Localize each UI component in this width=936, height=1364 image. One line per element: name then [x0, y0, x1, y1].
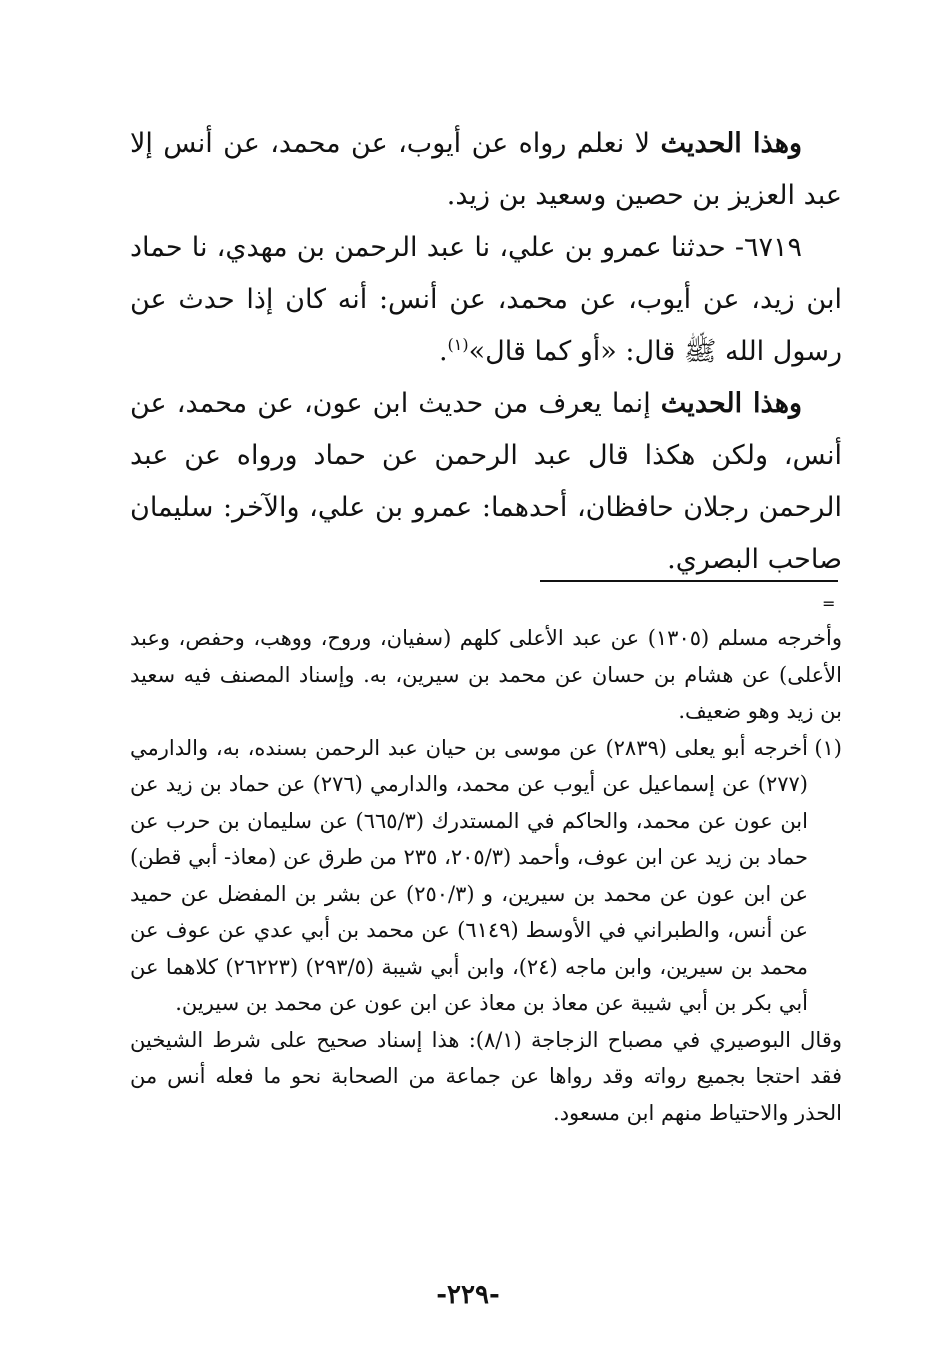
main-paragraph-2	[130, 222, 842, 378]
main-text-block	[130, 118, 842, 586]
paragraph-2-text: ٦٧١٩- حدثنا عمرو بن علي، نا عبد الرحمن بن مهدي، نا حماد ابن زيد، عن أيوب، عن محمد، عن أنس: أنه كان إذا حدث عن رسول الله ﷺ قال: «أو كما قال»	[130, 232, 842, 367]
footnote-1	[130, 730, 842, 1022]
footnote-1-number: (١)	[814, 735, 842, 760]
paragraph-2-end: .	[438, 336, 448, 367]
footnote-1-continuation: وقال البوصيري في مصباح الزجاجة (٨/١): هذا إسناد صحيح على شرط الشيخين فقد احتجا بجميع رواته وقد رواها عن جماعة من الصحابة نحو ما فعله أنس من الحذر والاحتياط منهم ابن مسعود.	[130, 1027, 843, 1125]
page-number: -٢٢٩-	[436, 1280, 500, 1310]
footnote-1-text: أخرجه أبو يعلى (٢٨٣٩) عن موسى بن حيان عبد الرحمن بسنده، به، والدارمي (٢٧٧) عن إسماعيل عن أيوب عن محمد، والدارمي (٢٧٦) عن حماد بن زيد عن ابن عون عن محمد، والحاكم في المستدرك (٦٦٥/٣) عن سليمان بن حرب عن حماد بن زيد عن ابن عوف، وأحمد (٢٠٥/٣، ٢٣٥ من طرق عن (معاذ- أبي قطن) عن ابن عون عن محمد بن سيرين، و (٢٥٠/٣) عن بشر بن المفضل عن حميد عن أنس، والطبراني في الأوسط (٦١٤٩) عن محمد بن أبي عدي عن عوف عن محمد بن سيرين، وابن ماجه (٢٤)، وابن أبي شيبة (٢٩٣/٥) (٢٦٢٢٣) كلاهما عن أبي بكر بن أبي شيبة عن معاذ بن معاذ عن ابن عون عن محمد بن سيرين.	[130, 735, 809, 1015]
main-paragraph-1	[130, 118, 842, 222]
footnote-reference: (١)	[447, 335, 469, 354]
footnote-separator	[540, 580, 838, 582]
footnote-continuation-mark: =	[822, 594, 836, 613]
paragraph-3-text: إنما يعرف من حديث ابن عون، عن محمد، عن أنس، ولكن هكذا قال عبد الرحمن عن حماد ورواه عن عبد الرحمن رجلان حافظان، أحدهما: عمرو بن علي، والآخر: سليمان صاحب البصري.	[130, 388, 842, 575]
paragraph-1-text: لا نعلم رواه عن أيوب، عن محمد، عن أنس إلا عبد العزيز بن حصين وسعيد بن زيد.	[130, 128, 842, 211]
paragraph-1-lead: وهذا الحديث	[660, 128, 802, 159]
footnote-continued: وأخرجه مسلم (١٣٠٥) عن عبد الأعلى كلهم (سفيان، وروح، ووهب، وحفص، وعبد الأعلى) عن هشام بن حسان عن محمد بن سيرين، به. وإسناد المصنف فيه سعيد بن زيد وهو ضعيف.	[130, 626, 842, 723]
footnotes-block	[130, 620, 842, 1131]
paragraph-3-lead: وهذا الحديث	[660, 388, 803, 419]
main-paragraph-3	[130, 378, 842, 586]
